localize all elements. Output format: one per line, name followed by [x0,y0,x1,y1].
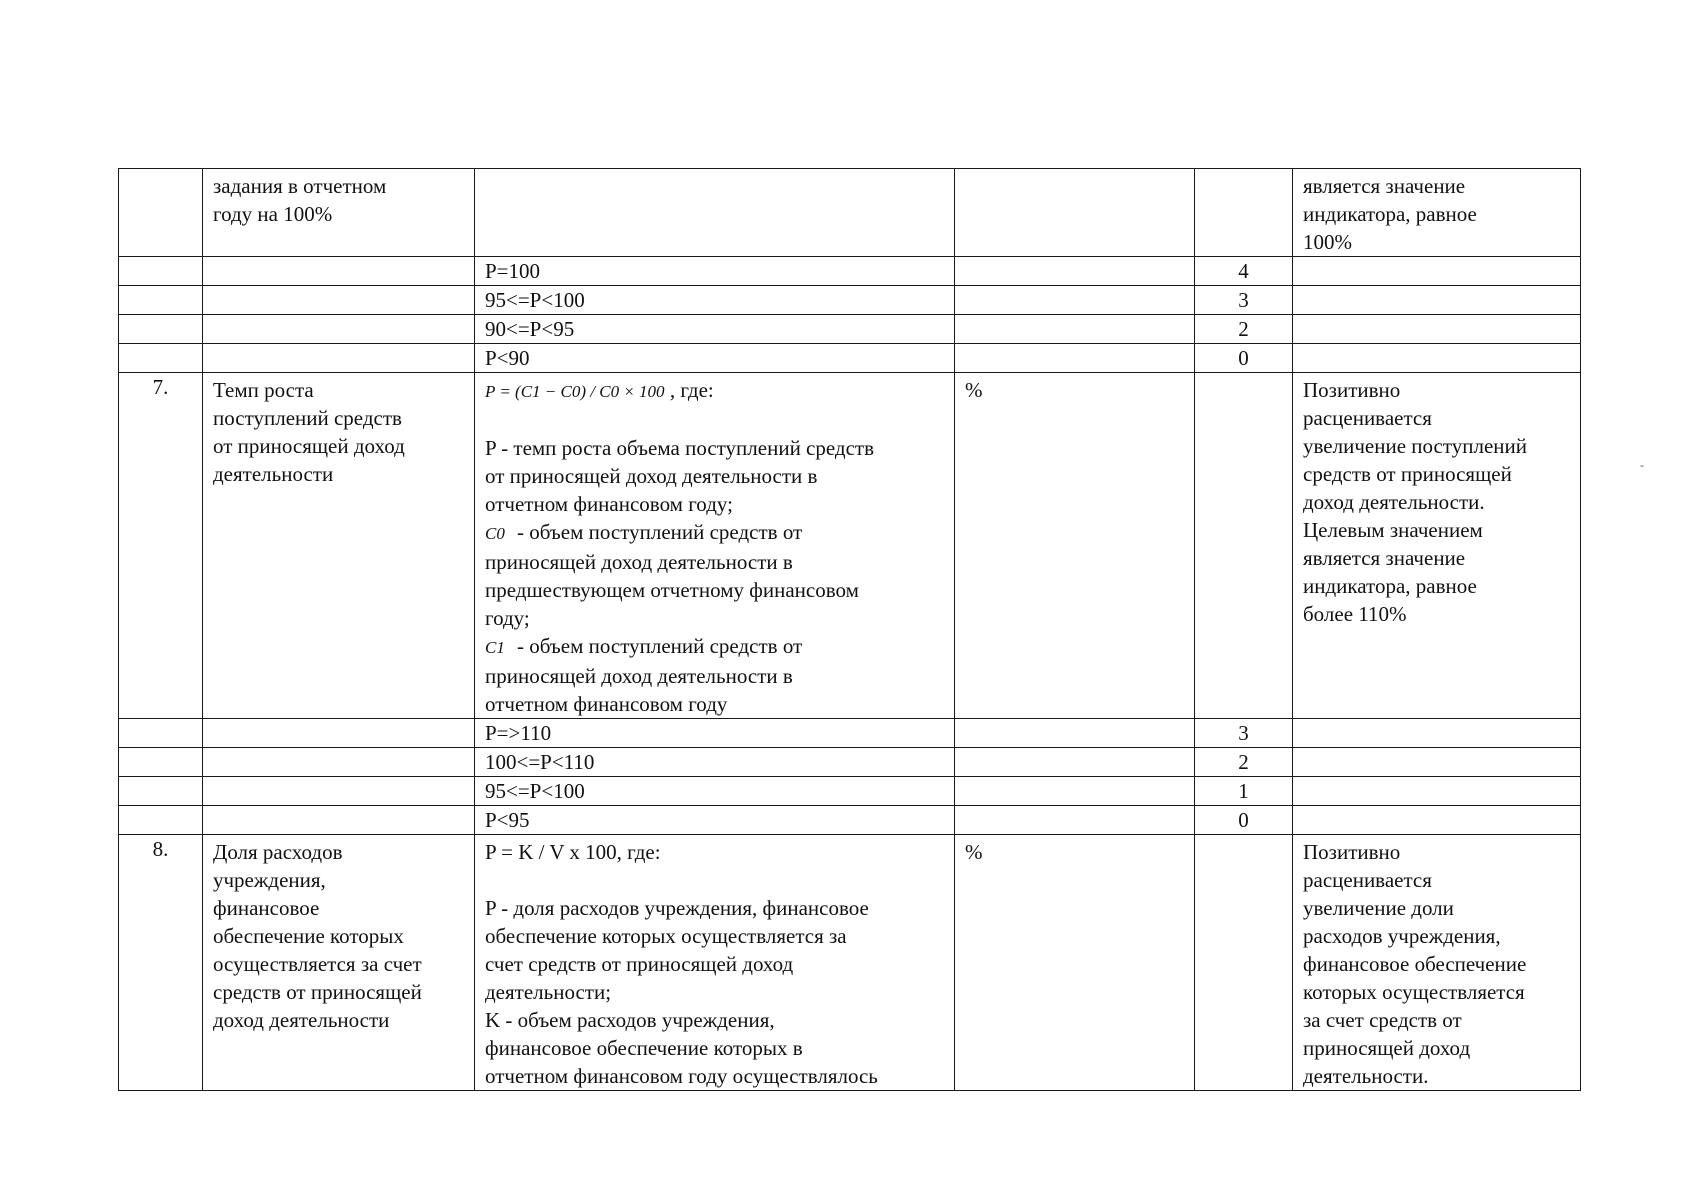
indicator-name [203,169,475,257]
score-cell [1195,835,1293,1091]
condition-cell: P=>110 [475,719,955,748]
text-line: приносящей доход деятельности в [485,550,793,574]
score-value: 4 [1195,257,1293,286]
unit-cell [955,169,1195,257]
text-line [485,632,944,662]
text-line: учреждения, [213,868,326,892]
text-line: деятельности. [1303,1064,1429,1088]
text-line: является значение [1303,174,1466,198]
formula-cell [475,169,955,257]
text-line: расценивается [1303,406,1432,430]
variable-c1: C1 [485,638,505,657]
formula-cell [475,373,955,719]
text-line: Целевым значением [1303,518,1483,542]
condition-cell: 90<=P<95 [475,315,955,344]
formula-line [485,376,944,406]
score-value: 3 [1195,719,1293,748]
text-line: предшествующем отчетному финансовом [485,578,859,602]
score-value: 2 [1195,748,1293,777]
formula-expression: P = (C1 − C0) / C0 × 100 [485,382,665,401]
text-line: приносящей доход [1303,1036,1471,1060]
score-cell [1195,373,1293,719]
stray-mark: - [1640,458,1644,472]
text-line: финансовое обеспечение которых в [485,1036,803,1060]
formula-suffix: , где: [669,378,714,402]
text-line: расценивается [1303,868,1432,892]
text-line: Доля расходов [213,840,343,864]
text-line: от приносящей доход деятельности в [485,464,818,488]
text-line: отчетном финансовом году осуществлялось [485,1064,878,1088]
text-line: году; [485,606,530,630]
score-row [119,344,1581,373]
text-line: счет средств от приносящей доход [485,952,794,976]
score-cell [1195,169,1293,257]
text-line: средств от приносящей [213,980,422,1004]
text-line: P - доля расходов учреждения, финансовое [485,896,869,920]
text-fragment: - объем поступлений средств от [517,634,803,658]
text-line: доход деятельности. [1303,490,1485,514]
score-row [119,748,1581,777]
text-line: 100% [1303,230,1352,254]
text-line: финансовое [213,896,320,920]
text-line: расходов учреждения, [1303,924,1501,948]
table-row [119,373,1581,719]
text-line: индикатора, равное [1303,202,1477,226]
condition-cell: 100<=P<110 [475,748,955,777]
text-line: Позитивно [1303,840,1401,864]
score-row [119,777,1581,806]
text-line: отчетном финансовом году [485,692,728,716]
score-value: 2 [1195,315,1293,344]
score-row [119,286,1581,315]
text-line: увеличение доли [1303,896,1454,920]
text-line: Позитивно [1303,378,1401,402]
variable-c0: C0 [485,524,505,543]
text-line: P - темп роста объема поступлений средств [485,436,875,460]
text-line: более 110% [1303,602,1407,626]
condition-cell: 95<=P<100 [475,286,955,315]
row-number: 8. [119,835,203,1091]
indicator-table [118,168,1581,1091]
indicator-name [203,835,475,1091]
text-line: приносящей доход деятельности в [485,664,793,688]
blank-line [485,406,944,434]
score-value: 3 [1195,286,1293,315]
condition-cell: P=100 [475,257,955,286]
score-row [119,257,1581,286]
score-value: 1 [1195,777,1293,806]
score-row [119,806,1581,835]
text-line: финансовое обеспечение [1303,952,1527,976]
unit-cell: % [955,835,1195,1091]
note-cell [1293,835,1581,1091]
text-line: Темп роста [213,378,314,402]
condition-cell: 95<=P<100 [475,777,955,806]
text-line: поступлений средств [213,406,402,430]
text-line: за счет средств от [1303,1008,1462,1032]
table-row [119,169,1581,257]
text-line: задания в отчетном [213,174,387,198]
row-number [119,169,203,257]
text-line: средств от приносящей [1303,462,1512,486]
text-line: K - объем расходов учреждения, [485,1008,775,1032]
unit-cell: % [955,373,1195,719]
text-line: осуществляется за счет [213,952,422,976]
score-value: 0 [1195,344,1293,373]
condition-cell: P<90 [475,344,955,373]
text-line: увеличение поступлений [1303,434,1527,458]
note-cell [1293,169,1581,257]
score-row [119,719,1581,748]
row-number: 7. [119,373,203,719]
score-value: 0 [1195,806,1293,835]
text-line: индикатора, равное [1303,574,1477,598]
table-row [119,835,1581,1091]
text-line: которых осуществляется [1303,980,1525,1004]
score-row [119,315,1581,344]
blank-line [485,866,944,894]
formula-line: P = K / V x 100, где: [485,840,661,864]
indicator-name [203,373,475,719]
text-fragment: - объем поступлений средств от [517,520,803,544]
text-line [485,518,944,548]
text-line: является значение [1303,546,1466,570]
text-line: обеспечение которых [213,924,404,948]
text-line: доход деятельности [213,1008,390,1032]
formula-cell [475,835,955,1091]
note-cell [1293,373,1581,719]
condition-cell: P<95 [475,806,955,835]
text-line: деятельности [213,462,334,486]
text-line: от приносящей доход [213,434,405,458]
text-line: деятельности; [485,980,612,1004]
text-line: отчетном финансовом году; [485,492,733,516]
text-line: обеспечение которых осуществляется за [485,924,847,948]
text-line: году на 100% [213,202,333,226]
